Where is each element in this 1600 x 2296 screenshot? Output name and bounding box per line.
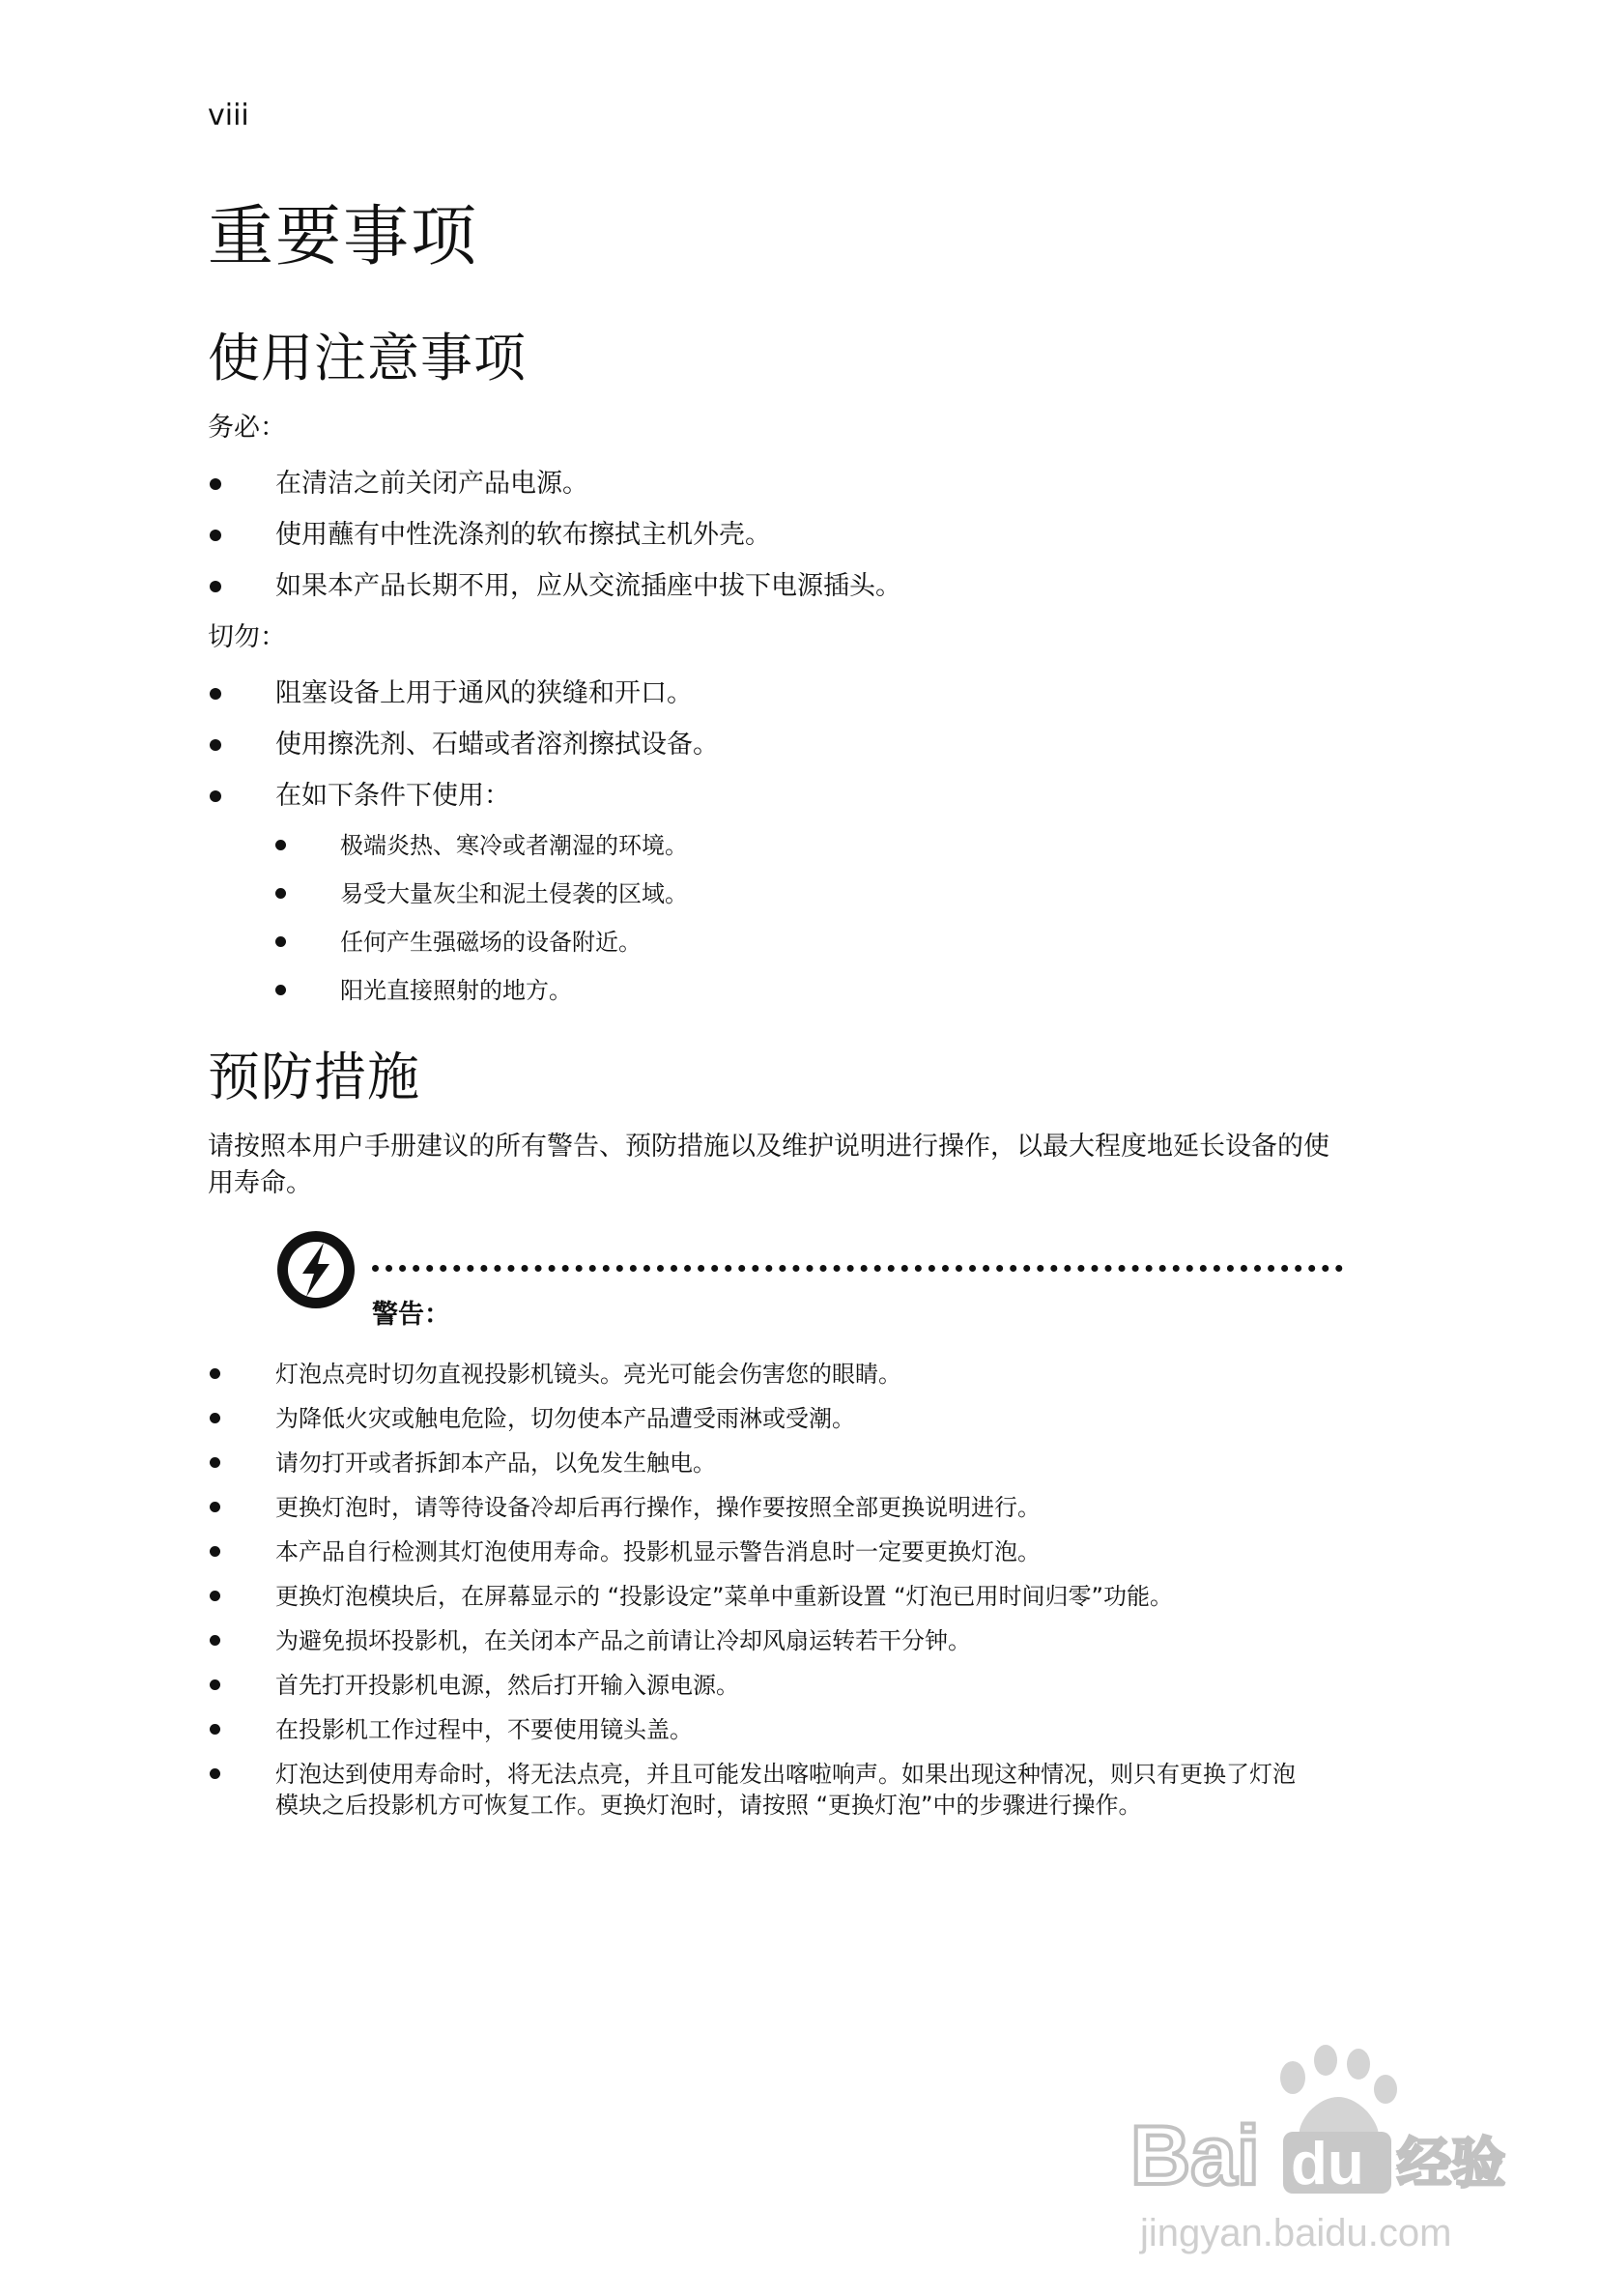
section-title-usage: 使用注意事项 [208, 328, 527, 388]
bullet-icon [210, 1368, 220, 1379]
bullet-icon [275, 936, 286, 947]
watermark-brand-cn: 经验 [1397, 2133, 1505, 2196]
warning-label: 警告： [372, 1300, 450, 1330]
bullet-icon [210, 1502, 220, 1512]
list-item: 请勿打开或者拆卸本产品，以免发生触电。 [208, 1448, 1309, 1478]
bullet-icon [275, 888, 286, 899]
bullet-icon [210, 1546, 220, 1557]
dotted-divider [372, 1265, 1343, 1272]
list-item: 更换灯泡模块后，在屏幕显示的 “投影设定”菜单中重新设置 “灯泡已用时间归零”功能。 [208, 1581, 1309, 1612]
document-page [208, 97, 1348, 1834]
bullet-icon [210, 1724, 220, 1735]
list-item: 阻塞设备上用于通风的狭缝和开口。 [208, 675, 1348, 712]
list-item: 使用擦洗剂、石蜡或者溶剂擦拭设备。 [208, 727, 1348, 763]
list-item: 在如下条件下使用： [208, 778, 1348, 815]
bullet-icon [210, 478, 221, 490]
list-item: 在投影机工作过程中，不要使用镜头盖。 [208, 1714, 1309, 1745]
list-item: 更换灯泡时，请等待设备冷却后再行操作，操作要按照全部更换说明进行。 [208, 1492, 1309, 1523]
bullet-icon [210, 739, 221, 751]
bullet-icon [275, 985, 286, 995]
dont-label: 切勿： [208, 622, 286, 652]
page-number: viii [208, 99, 249, 132]
warning-list [208, 1359, 1348, 1821]
bullet-icon [210, 1679, 220, 1690]
dont-list [208, 675, 1348, 815]
list-item: 阳光直接照射的地方。 [275, 974, 1348, 1007]
warning-header [275, 1229, 1348, 1345]
list-item: 灯泡达到使用寿命时，将无法点亮，并且可能发出喀啦响声。如果出现这种情况，则只有更换了灯泡模块之后投影机方可恢复工作。更换灯泡时，请按照 “更换灯泡”中的步骤进行操作。 [208, 1759, 1309, 1821]
must-label: 务必： [208, 413, 286, 443]
list-item: 使用蘸有中性洗涤剂的软布擦拭主机外壳。 [208, 517, 1348, 554]
list-item: 在清洁之前关闭产品电源。 [208, 466, 1348, 502]
bullet-icon [210, 688, 221, 700]
list-item: 易受大量灰尘和泥土侵袭的区域。 [275, 877, 1348, 910]
lightning-warning-icon [275, 1229, 357, 1310]
must-list [208, 466, 1348, 605]
list-item: 灯泡点亮时切勿直视投影机镜头。亮光可能会伤害您的眼睛。 [208, 1359, 1309, 1390]
list-item: 为降低火灾或触电危险，切勿使本产品遭受雨淋或受潮。 [208, 1403, 1309, 1434]
baidu-jingyan-watermark [1111, 2039, 1517, 2261]
bullet-icon [210, 1591, 220, 1601]
bullet-icon [210, 790, 221, 802]
bullet-icon [210, 1413, 220, 1423]
bullet-icon [210, 530, 221, 541]
list-item: 首先打开投影机电源，然后打开输入源电源。 [208, 1670, 1309, 1701]
list-item: 如果本产品长期不用，应从交流插座中拔下电源插头。 [208, 568, 1348, 605]
list-item: 极端炎热、寒冷或者潮湿的环境。 [275, 829, 1348, 862]
bullet-icon [210, 1457, 220, 1468]
list-item: 本产品自行检测其灯泡使用寿命。投影机显示警告消息时一定要更换灯泡。 [208, 1536, 1309, 1567]
conditions-list [275, 829, 1348, 1007]
bullet-icon [275, 840, 286, 850]
watermark-brand: Bai [1130, 2109, 1260, 2202]
watermark-url: jingyan.baidu.com [1140, 2212, 1452, 2254]
list-item: 任何产生强磁场的设备附近。 [275, 926, 1348, 959]
precautions-intro: 请按照本用户手册建议的所有警告、预防措施以及维护说明进行操作，以最大程度地延长设备的使用寿命。 [208, 1132, 1329, 1198]
bullet-icon [210, 1768, 220, 1779]
bullet-icon [210, 581, 221, 592]
section-title-precautions: 预防措施 [208, 1047, 420, 1107]
chapter-title: 重要事项 [208, 199, 479, 275]
list-item: 为避免损坏投影机，在关闭本产品之前请让冷却风扇运转若干分钟。 [208, 1625, 1309, 1656]
watermark-brand-tail: du [1291, 2131, 1364, 2197]
bullet-icon [210, 1635, 220, 1646]
